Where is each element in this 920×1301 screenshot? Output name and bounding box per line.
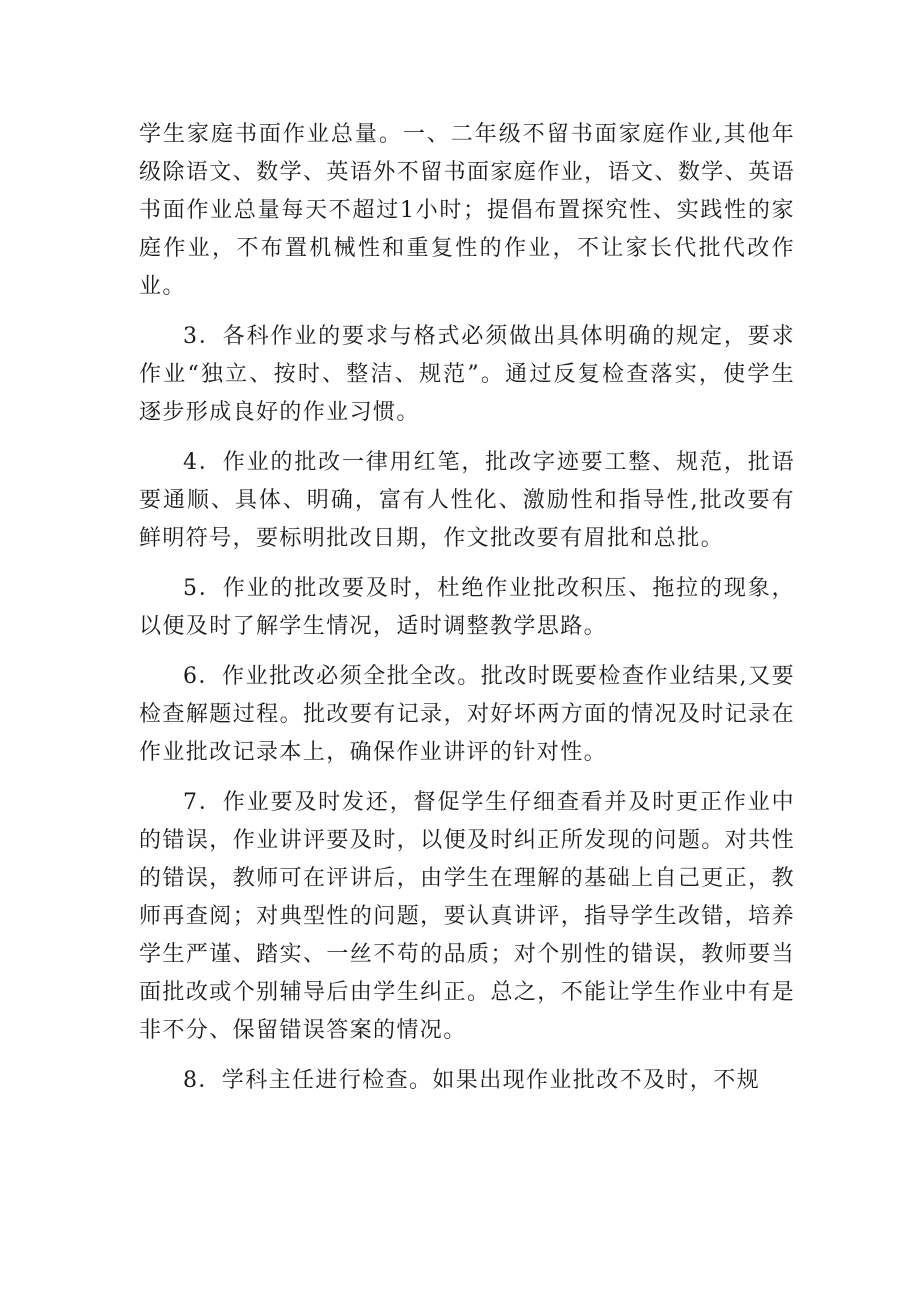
paragraph-continuation: 学生家庭书面作业总量。一、二年级不留书面家庭作业,其他年级除语文、数学、英语外不留书面家庭作业，语文、数学、英语书面作业总量每天不超过1小时；提倡布置探究性、实践性的家庭作业，不布置机械性和重复性的作业，不让家长代批代改作业。 [139,122,795,299]
paragraph-item-7: 7．作业要及时发还，督促学生仔细查看并及时更正作业中的错误，作业讲评要及时，以便及时纠正所发现的问题。对共性的错误，教师可在评讲后，由学生在理解的基础上自己更正，教师再查阅；对典型性的问题，要认真讲评，指导学生改错，培养学生严谨、踏实、一丝不苟的品质；对个别性的错误，教师要当面批改或个别辅导后由学生纠正。总之，不能让学生作业中有是非不分、保留错误答案的情况。 [139,790,795,1043]
document-body [139,116,795,1112]
paragraph-item-4: 4．作业的批改一律用红笔，批改字迹要工整、规范，批语要通顺、具体、明确，富有人性化、激励性和指导性,批改要有鲜明符号，要标明批改日期，作文批改要有眉批和总批。 [139,450,795,551]
paragraph-item-3: 3．各科作业的要求与格式必须做出具体明确的规定，要求作业“独立、按时、整洁、规范”。通过反复检查落实，使学生逐步形成良好的作业习惯。 [139,324,795,425]
paragraph-item-8: 8．学科主任进行检查。如果出现作业批改不及时，不规 [183,1068,760,1093]
paragraph-item-5: 5．作业的批改要及时，杜绝作业批改积压、拖拉的现象，以便及时了解学生情况，适时调整教学思路。 [139,576,795,639]
paragraph-item-6: 6．作业批改必须全批全改。批改时既要检查作业结果,又要检查解题过程。批改要有记录，对好坏两方面的情况及时记录在作业批改记录本上，确保作业讲评的针对性。 [139,664,795,765]
